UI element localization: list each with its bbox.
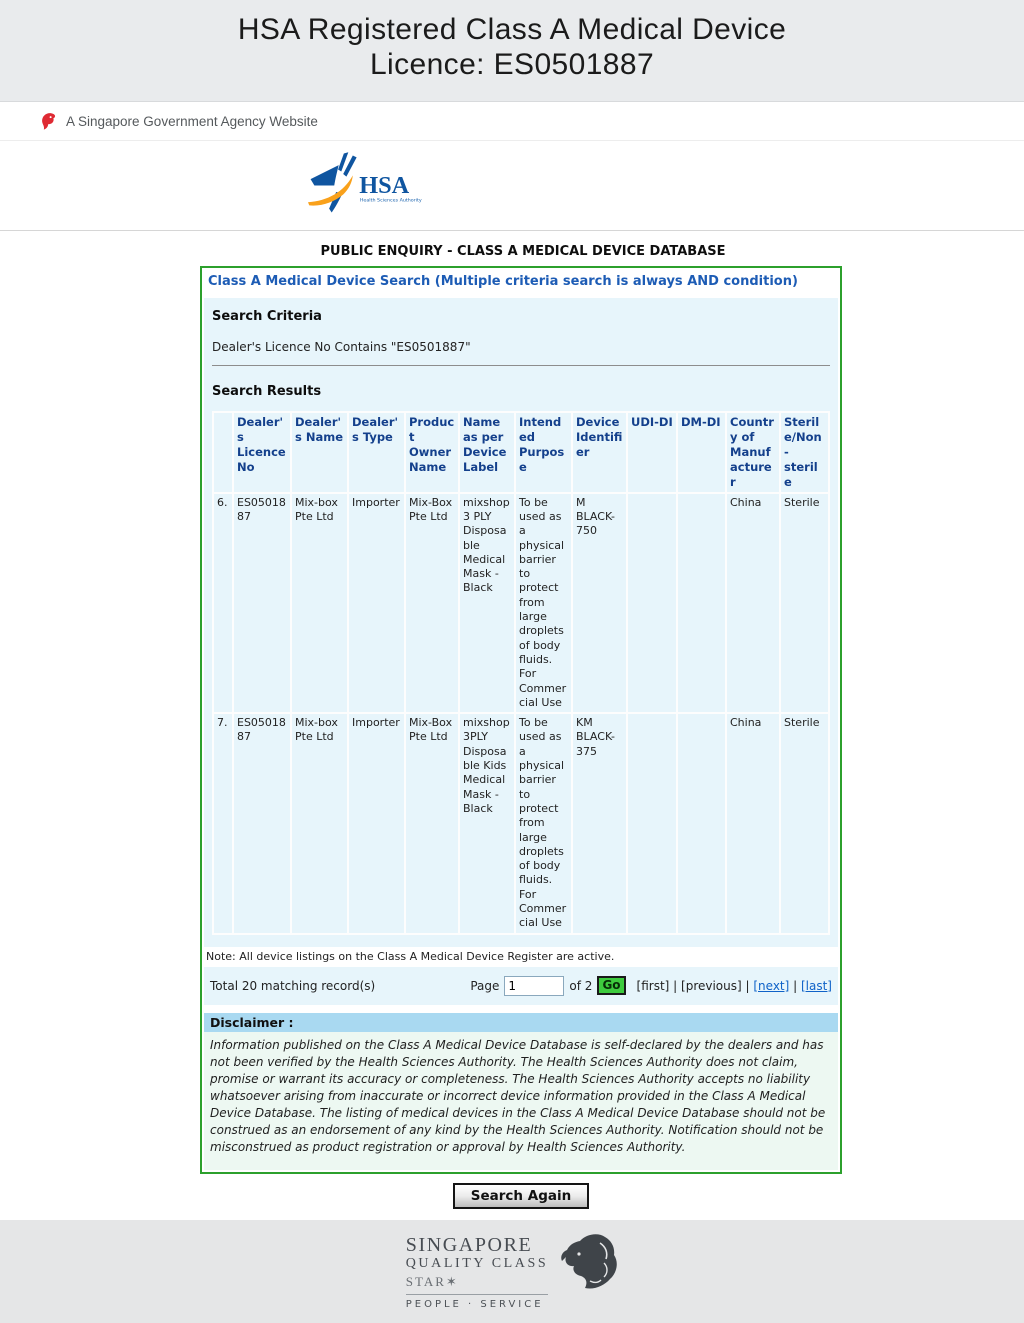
pager-link-previous: [previous] [681, 978, 742, 993]
page-title-line1: HSA Registered Class A Medical Device [237, 13, 787, 46]
sqc-tagline: PEOPLE · SERVICE [405, 1298, 544, 1310]
total-records-text: Total 20 matching record(s) [210, 978, 376, 993]
results-table-body [214, 494, 828, 933]
search-again-button[interactable]: Search Again [453, 1183, 589, 1209]
cell-dm-di [678, 714, 725, 932]
cell-dealer-name: Mix-box Pte Ltd [292, 714, 347, 932]
cell-product-owner: Mix-Box Pte Ltd [406, 714, 458, 932]
search-criteria-text: Dealer's Licence No Contains "ES0501887" [212, 340, 471, 354]
title-banner [0, 0, 1024, 102]
column-header: Dealer's Name [292, 413, 347, 492]
search-results-heading: Search Results [212, 384, 322, 399]
cell-num: 6. [214, 494, 232, 712]
results-note: Note: All device listings on the Class A Medical Device Register are active. [204, 947, 838, 967]
cell-udi-di [628, 714, 676, 932]
pager-link-first: [first] [636, 978, 670, 993]
disclaimer-heading: Disclaimer : [204, 1013, 838, 1032]
cell-device-identifier: M BLACK-750 [573, 494, 626, 712]
cell-intended-purpose: To be used as a physical barrier to protect from large droplets of body fluids. For Commercial Use [516, 494, 571, 712]
cell-device-label: mixshop 3PLY Disposable Kids Medical Mask - Black [460, 714, 514, 932]
disclaimer-body: Information published on the Class A Medical Device Database is self-declared by the dealers and has not been verified by the Health Sciences Authority. The Health Sciences Authority does not claim, promise or warrant its accuracy or completeness. The Health Sciences Authority accepts no liability whatsoever arising from inaccurate or incorrect device information provided in the Class A Medical Device Database. The listing of medical devices in the Class A Medical Device Database should not be construed as an endorsement of any kind by the Health Sciences Authority. Notification should not be misconstrued as product registration or approval by Health Sciences Authority. [204, 1032, 838, 1170]
column-header: UDI-DI [628, 413, 676, 492]
criteria-divider [212, 365, 830, 366]
column-header: Dealer's Licence No [234, 413, 290, 492]
search-again-row [200, 1174, 842, 1220]
search-box-title: Class A Medical Device Search (Multiple criteria search is always AND condition) [208, 274, 798, 289]
cell-device-label: mixshop 3 PLY Disposable Medical Mask - Black [460, 494, 514, 712]
hsa-logo[interactable] [308, 146, 436, 224]
page-title-line2: Licence: ES0501887 [369, 47, 655, 81]
results-header-row [214, 413, 828, 492]
column-header: Intended Purpose [516, 413, 571, 492]
sqc-line2: QUALITY CLASS [405, 1255, 549, 1271]
page-number-input[interactable] [504, 976, 564, 996]
cell-sterile: Sterile [781, 494, 828, 712]
pager-links: [first] | [previous] | [next] | [last] [636, 978, 832, 993]
cell-product-owner: Mix-Box Pte Ltd [406, 494, 458, 712]
table-row [214, 714, 828, 932]
sqc-logo-text [406, 1235, 549, 1310]
enquiry-heading: PUBLIC ENQUIRY - CLASS A MEDICAL DEVICE DATABASE [320, 244, 726, 259]
column-header: Device Identifier [573, 413, 626, 492]
cell-country: China [727, 714, 779, 932]
cell-dealer-type: Importer [349, 494, 404, 712]
cell-udi-di [628, 494, 676, 712]
column-header: DM-DI [678, 413, 725, 492]
gov-agency-bar[interactable] [0, 102, 1024, 141]
column-header: Product Owner Name [406, 413, 458, 492]
column-header: Country of Manufacturer [727, 413, 779, 492]
gov-agency-label: A Singapore Government Agency Website [66, 114, 318, 129]
search-panel [204, 298, 838, 947]
svg-text:Health Sciences Authority: Health Sciences Authority [359, 198, 422, 204]
column-header: Sterile/Non-sterile [781, 413, 828, 492]
cell-licence: ES0501887 [234, 714, 290, 932]
search-criteria-heading: Search Criteria [212, 309, 322, 324]
sqc-divider [406, 1294, 549, 1295]
cell-dealer-type: Importer [349, 714, 404, 932]
cell-num: 7. [214, 714, 232, 932]
column-header: Dealer's Type [349, 413, 404, 492]
cell-intended-purpose: To be used as a physical barrier to protect from large droplets of body fluids. For Commercial Use [516, 714, 571, 932]
results-table [212, 411, 830, 935]
logo-row [0, 141, 1024, 231]
column-header [214, 413, 232, 492]
search-result-box [200, 266, 842, 1174]
cell-sterile: Sterile [781, 714, 828, 932]
pager-link-last[interactable]: [last] [800, 978, 832, 993]
page-label: Page [470, 978, 500, 993]
table-row [214, 494, 828, 712]
cell-licence: ES0501887 [234, 494, 290, 712]
cell-device-identifier: KM BLACK-375 [573, 714, 626, 932]
cell-dm-di [678, 494, 725, 712]
pagination-bar [204, 967, 838, 1005]
svg-text:HSA: HSA [359, 172, 410, 200]
merlion-icon [40, 112, 57, 131]
cell-country: China [727, 494, 779, 712]
sqc-line3: STAR✶ [405, 1273, 459, 1289]
column-header: Name as per Device Label [460, 413, 514, 492]
cell-dealer-name: Mix-box Pte Ltd [292, 494, 347, 712]
sqc-line1: SINGAPORE [405, 1233, 533, 1256]
footer [0, 1220, 1024, 1323]
lion-head-icon [554, 1231, 618, 1299]
pager-link-next[interactable]: [next] [753, 978, 790, 993]
page-of-text: of 2 [569, 978, 593, 993]
spacer [204, 1005, 838, 1013]
go-button[interactable]: Go [597, 976, 625, 995]
